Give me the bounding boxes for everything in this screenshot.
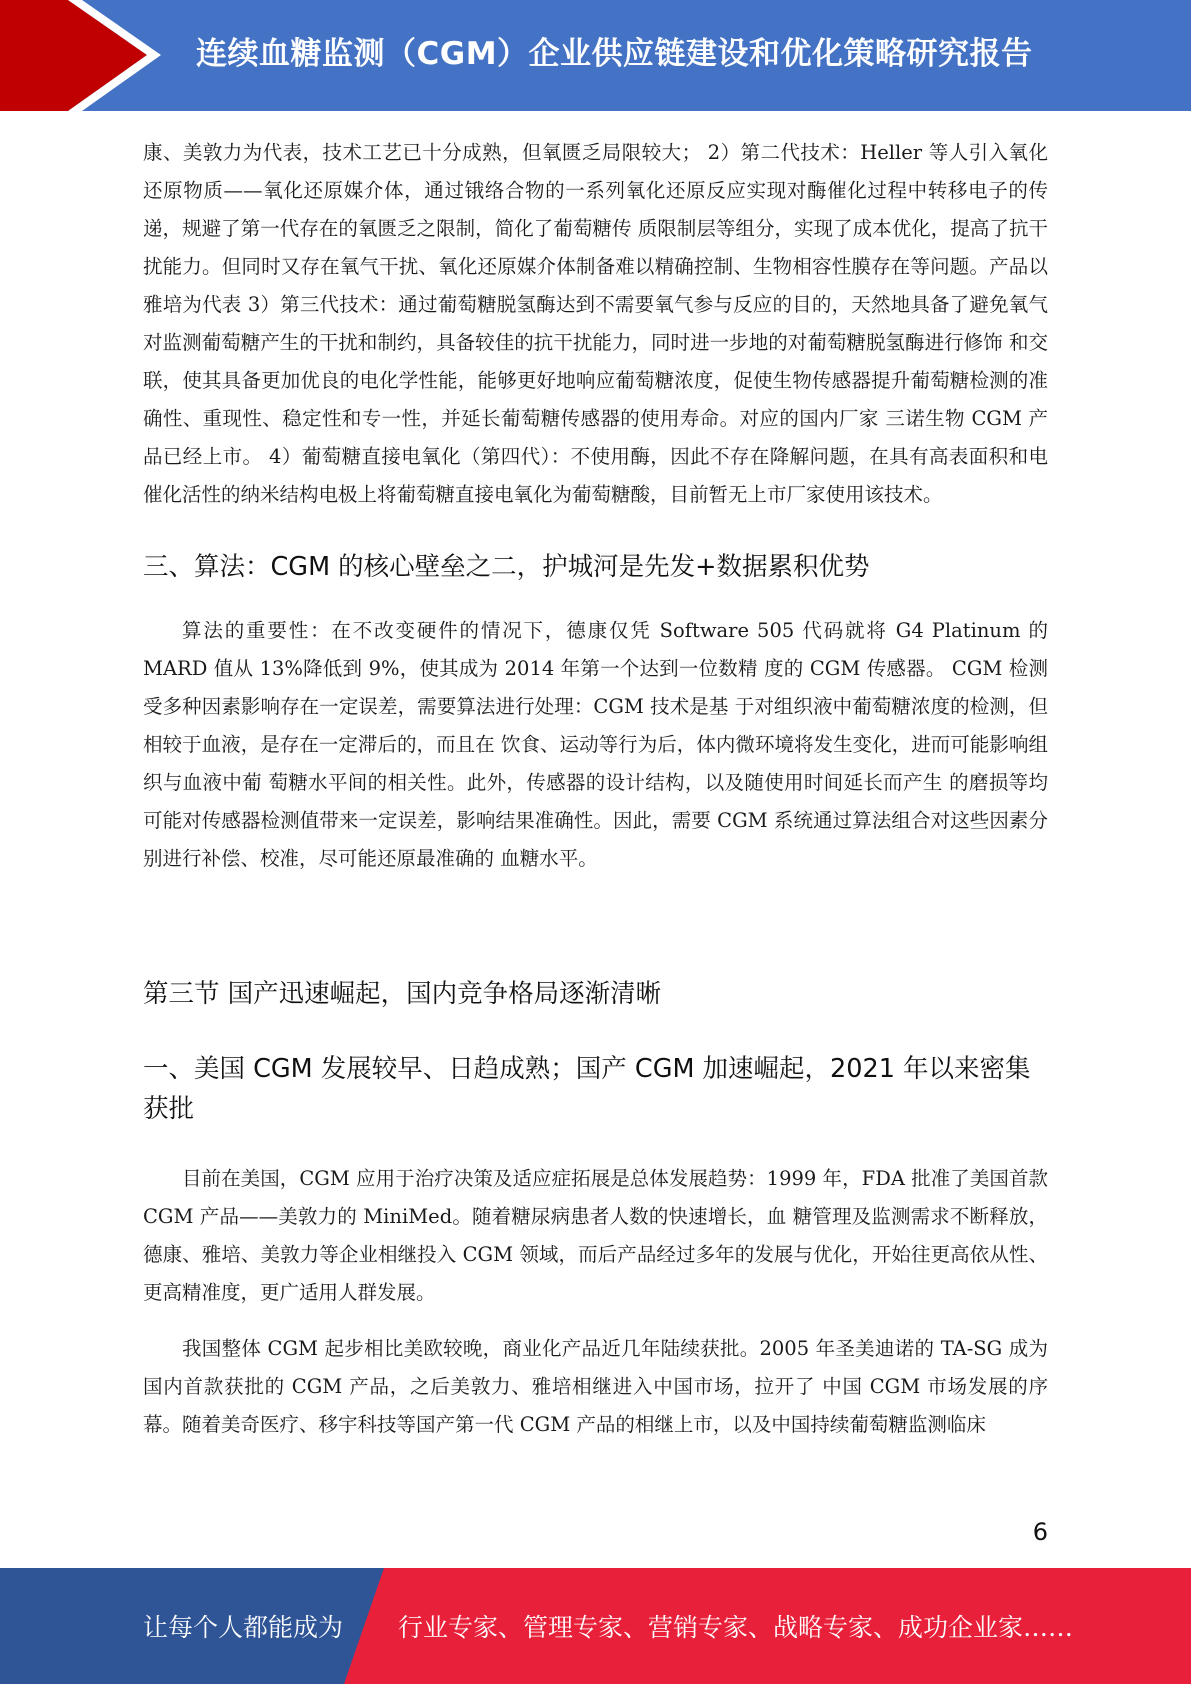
heading-us-cgm-development: 一、美国 CGM 发展较早、日趋成熟；国产 CGM 加速崛起，2021 年以来密集获批: [143, 1054, 1031, 1124]
page-body: [143, 134, 1048, 1444]
footer-slogan-left: 让每个人都能成为: [143, 1613, 344, 1642]
paragraph-us-cgm-trend: 目前在美国，CGM 应用于治疗决策及适应症拓展是总体发展趋势：1999 年，FDA 批准了美国首款 CGM 产品——美敦力的 MiniMed。随着糖尿病患者人数的快速增长，血 糖管理及监测需求不断释放，德康、雅培、美敦力等企业相继投入 CGM 领域，而后产品经过多年的发展与优化，开始往更高依从性、更高精准度，更广适用人群发展。: [143, 1167, 1048, 1304]
paragraph-algorithm-importance: 算法的重要性：在不改变硬件的情况下，德康仅凭 Software 505 代码就将 G4 Platinum 的 MARD 值从 13%降低到 9%，使其成为 2014 年第一个达到一位数精 度的 CGM 传感器。 CGM 检测受多种因素影响存在一定误差，需要算法进行处理：CGM 技术是基 于对组织液中葡萄糖浓度的检测，但相较于血液，是存在一定滞后的，而且在 饮食、运动等行为后，体内微环境将发生变化，进而可能影响组织与血液中葡 萄糖水平间的相关性。此外，传感器的设计结构，以及随使用时间延长而产生 的磨损等均可能对传感器检测值带来一定误差，影响结果准确性。因此，需要 CGM 系统通过算法组合对这些因素分别进行补偿、校准，尽可能还原最准确的 血糖水平。: [143, 619, 1048, 870]
footer-slogan-right: 行业专家、管理专家、营销专家、战略专家、成功企业家……: [398, 1613, 1074, 1642]
page-footer: [0, 1568, 1191, 1684]
page-number: 6: [1032, 1518, 1048, 1546]
heading-algorithm: 三、算法：CGM 的核心壁垒之二，护城河是先发+数据累积优势: [143, 552, 870, 582]
paragraph-cgm-technology-generations: 康、美敦力为代表，技术工艺已十分成熟，但氧匮乏局限较大； 2）第二代技术：Heller 等人引入氧化还原物质——氧化还原媒介体，通过锇络合物的一系列氧化还原反应实现对酶催化过程中转移电子的传递，规避了第一代存在的氧匮乏之限制，简化了葡萄糖传 质限制层等组分，实现了成本优化，提高了抗干扰能力。但同时又存在氧气干扰、氧化还原媒介体制备难以精确控制、生物相容性膜存在等问题。产品以雅培为代表 3）第三代技术：通过葡萄糖脱氢酶达到不需要氧气参与反应的目的，天然地具备了避免氧气对监测葡萄糖产生的干扰和制约，具备较佳的抗干扰能力，同时进一步地的对葡萄糖脱氢酶进行修饰 和交联，使其具备更加优良的电化学性能，能够更好地响应葡萄糖浓度，促使生物传感器提升葡萄糖检测的准确性、重现性、稳定性和专一性，并延长葡萄糖传感器的使用寿命。对应的国内厂家 三诺生物 CGM 产品已经上市。 4）葡萄糖直接电氧化（第四代）：不使用酶，因此不存在降解问题，在具有高表面积和电催化活性的纳米结构电极上将葡萄糖直接电氧化为葡萄糖酸，目前暂无上市厂家使用该技术。: [143, 141, 1048, 506]
paragraph-china-cgm-history: 我国整体 CGM 起步相比美欧较晚，商业化产品近几年陆续获批。2005 年圣美迪诺的 TA-SG 成为国内首款获批的 CGM 产品，之后美敦力、雅培相继进入中国市场，拉开了 中国 CGM 市场发展的序幕。随着美奇医疗、移宇科技等国产第一代 CGM 产品的相继上市，以及中国持续葡萄糖监测临床: [143, 1337, 1048, 1436]
page-header: [0, 0, 1191, 111]
section-title: 第三节 国产迅速崛起，国内竞争格局逐渐清晰: [143, 979, 662, 1009]
report-title: 连续血糖监测（CGM）企业供应链建设和优化策略研究报告: [196, 36, 1033, 72]
